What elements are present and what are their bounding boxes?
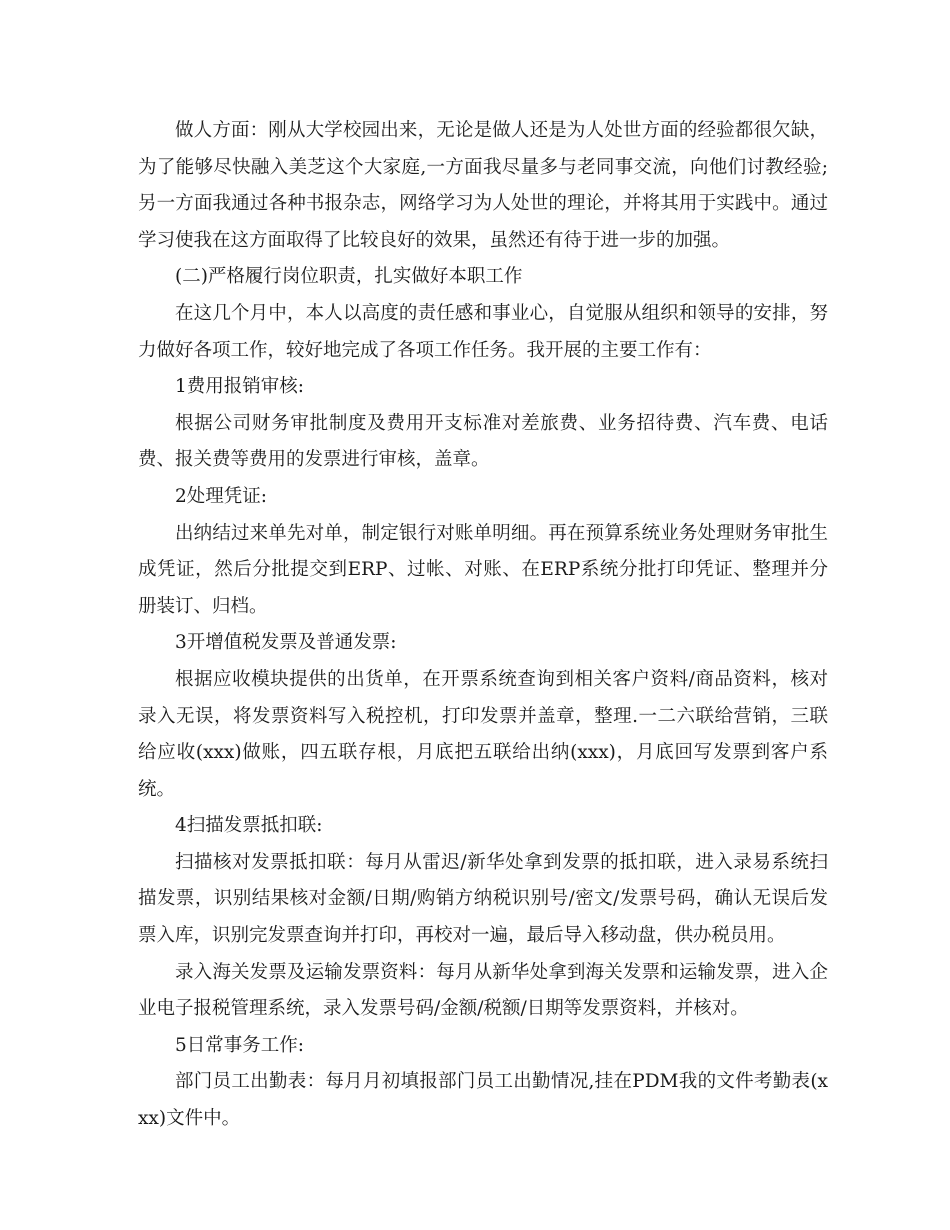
- paragraph-vouchers: 出纳结过来单先对单，制定银行对账单明细。再在预算系统业务处理财务审批生成凭证，然后分批提交到ERP、过帐、对账、在ERP系统分批打印凭证、整理并分册装订、归档。: [138, 522, 828, 617]
- item-heading-daily-work: 5日常事务工作:: [175, 1034, 305, 1056]
- item-heading-invoices: 3开增值税发票及普通发票:: [175, 632, 397, 654]
- paragraph-customs-invoices: 录入海关发票及运输发票资料：每月从新华处拿到海关发票和运输发票，进入企业电子报税管理系统，录入发票号码/金额/税额/日期等发票资料，并核对。: [138, 961, 828, 1020]
- paragraph-invoices: 根据应收模块提供的出货单，在开票系统查询到相关客户资料/商品资料，核对录入无误，将发票资料写入税控机，打印发票并盖章，整理.一二六联给营销，三联给应收(xxx)做账，四五联存根，月底把五联给出纳(xxx)，月底回写发票到客户系统。: [138, 668, 828, 800]
- paragraph-personal-conduct: 做人方面：刚从大学校园出来，无论是做人还是为人处世方面的经验都很欠缺，为了能够尽快融入美芝这个大家庭,一方面我尽量多与老同事交流，向他们讨教经验;另一方面我通过各种书报杂志，网络学习为人处世的理论，并将其用于实践中。通过学习使我在这方面取得了比较良好的效果，虽然还有待于进一步的加强。: [138, 120, 828, 251]
- paragraph-work-summary: 在这几个月中，本人以高度的责任感和事业心，自觉服从组织和领导的安排，努力做好各项工作，较好地完成了各项工作任务。我开展的主要工作有：: [138, 302, 828, 361]
- section-heading-duties: (二)严格履行岗位职责，扎实做好本职工作: [175, 266, 523, 288]
- document-body: [138, 113, 828, 1138]
- paragraph-attendance: 部门员工出勤表：每月月初填报部门员工出勤情况,挂在PDM我的文件考勤表(xxx)文件中。: [138, 1071, 828, 1130]
- paragraph-expense-review: 根据公司财务审批制度及费用开支标准对差旅费、业务招待费、汽车费、电话费、报关费等费用的发票进行审核，盖章。: [138, 412, 828, 471]
- paragraph-scan-invoices: 扫描核对发票抵扣联：每月从雷迟/新华处拿到发票的抵扣联，进入录易系统扫描发票，识别结果核对金额/日期/购销方纳税识别号/密文/发票号码，确认无误后发票入库，识别完发票查询并打印，再校对一遍，最后导入移动盘，供办税员用。: [138, 851, 828, 947]
- item-heading-vouchers: 2处理凭证:: [175, 485, 268, 507]
- item-heading-expense-review: 1费用报销审核:: [175, 376, 305, 398]
- item-heading-scan-invoices: 4扫描发票抵扣联:: [175, 815, 323, 837]
